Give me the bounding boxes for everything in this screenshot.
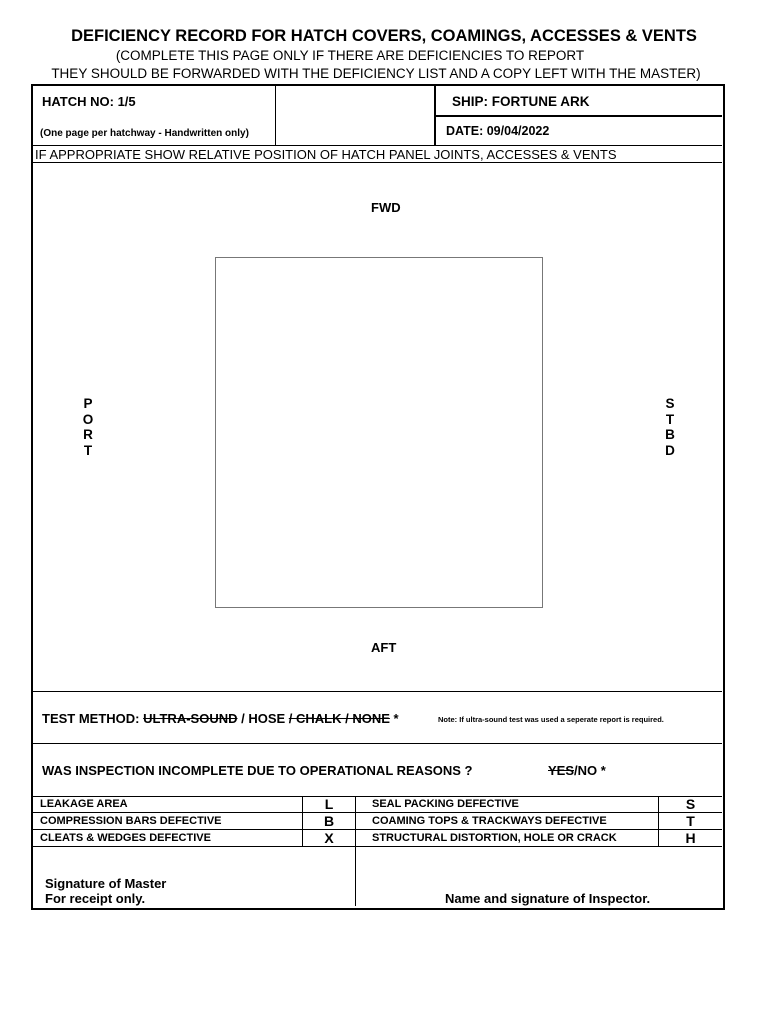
diagram-instruction: IF APPROPRIATE SHOW RELATIVE POSITION OF HATCH PANEL JOINTS, ACCESSES & VENTS [35, 147, 617, 162]
ship-name: SHIP: FORTUNE ARK [452, 94, 590, 109]
fwd-label: FWD [371, 200, 401, 215]
aft-label: AFT [371, 640, 397, 655]
info-bottom-line [32, 145, 722, 146]
codes-bottom-line [32, 846, 722, 847]
codes-top-line [32, 796, 722, 797]
code-x: X [324, 830, 334, 846]
code-s: S [685, 796, 696, 812]
code-l: L [324, 796, 334, 812]
inspection-date: DATE: 09/04/2022 [446, 124, 550, 138]
port-label: P O R T [82, 396, 94, 458]
code-label-seal: SEAL PACKING DEFECTIVE [372, 798, 519, 810]
code-t: T [686, 813, 695, 829]
codes-line-2 [32, 812, 722, 813]
inspection-question: WAS INSPECTION INCOMPLETE DUE TO OPERATIONAL REASONS ? [42, 763, 473, 778]
code-label-leakage: LEAKAGE AREA [40, 798, 128, 810]
codes-divider-2 [355, 796, 356, 906]
codes-line-3 [32, 829, 722, 830]
code-label-cleats: CLEATS & WEDGES DEFECTIVE [40, 832, 211, 844]
hatch-note: (One page per hatchway - Handwritten only) [40, 128, 249, 139]
form-subtitle-line2: THEY SHOULD BE FORWARDED WITH THE DEFICIENCY LIST AND A COPY LEFT WITH THE MASTER) [51, 66, 701, 81]
stbd-label: S T B D [665, 396, 675, 458]
test-method: TEST METHOD: ULTRA-SOUND / HOSE / CHALK / NONE * [42, 711, 399, 726]
test-method-note: Note: If ultra-sound test was used a seperate report is required. [438, 715, 664, 724]
code-label-compression: COMPRESSION BARS DEFECTIVE [40, 815, 222, 827]
master-signature-label: Signature of Master [45, 876, 167, 891]
info-divider-3 [435, 115, 722, 117]
code-h: H [685, 830, 696, 846]
master-receipt-label: For receipt only. [45, 891, 146, 906]
hatch-sketch-box [215, 257, 543, 608]
code-label-coaming: COAMING TOPS & TRACKWAYS DEFECTIVE [372, 815, 607, 827]
form-subtitle-line1: (COMPLETE THIS PAGE ONLY IF THERE ARE DEFICIENCIES TO REPORT [115, 48, 585, 63]
inspection-answer: YES/NO * [548, 763, 606, 778]
hatch-no: HATCH NO: 1/5 [42, 94, 136, 109]
instruction-bottom-line [32, 162, 722, 163]
code-b: B [323, 813, 335, 829]
test-method-top-line [32, 691, 722, 692]
test-method-ultrasound: ULTRA-SOUND [143, 711, 238, 726]
inspector-signature-label: Name and signature of Inspector. [445, 891, 651, 906]
info-divider-1 [275, 86, 276, 146]
form-title: DEFICIENCY RECORD FOR HATCH COVERS, COAMINGS, ACCESSES & VENTS [71, 27, 697, 45]
test-method-chalk-none: / CHALK / NONE [288, 711, 390, 726]
inspection-top-line [32, 743, 722, 744]
code-label-structural: STRUCTURAL DISTORTION, HOLE OR CRACK [372, 832, 617, 844]
